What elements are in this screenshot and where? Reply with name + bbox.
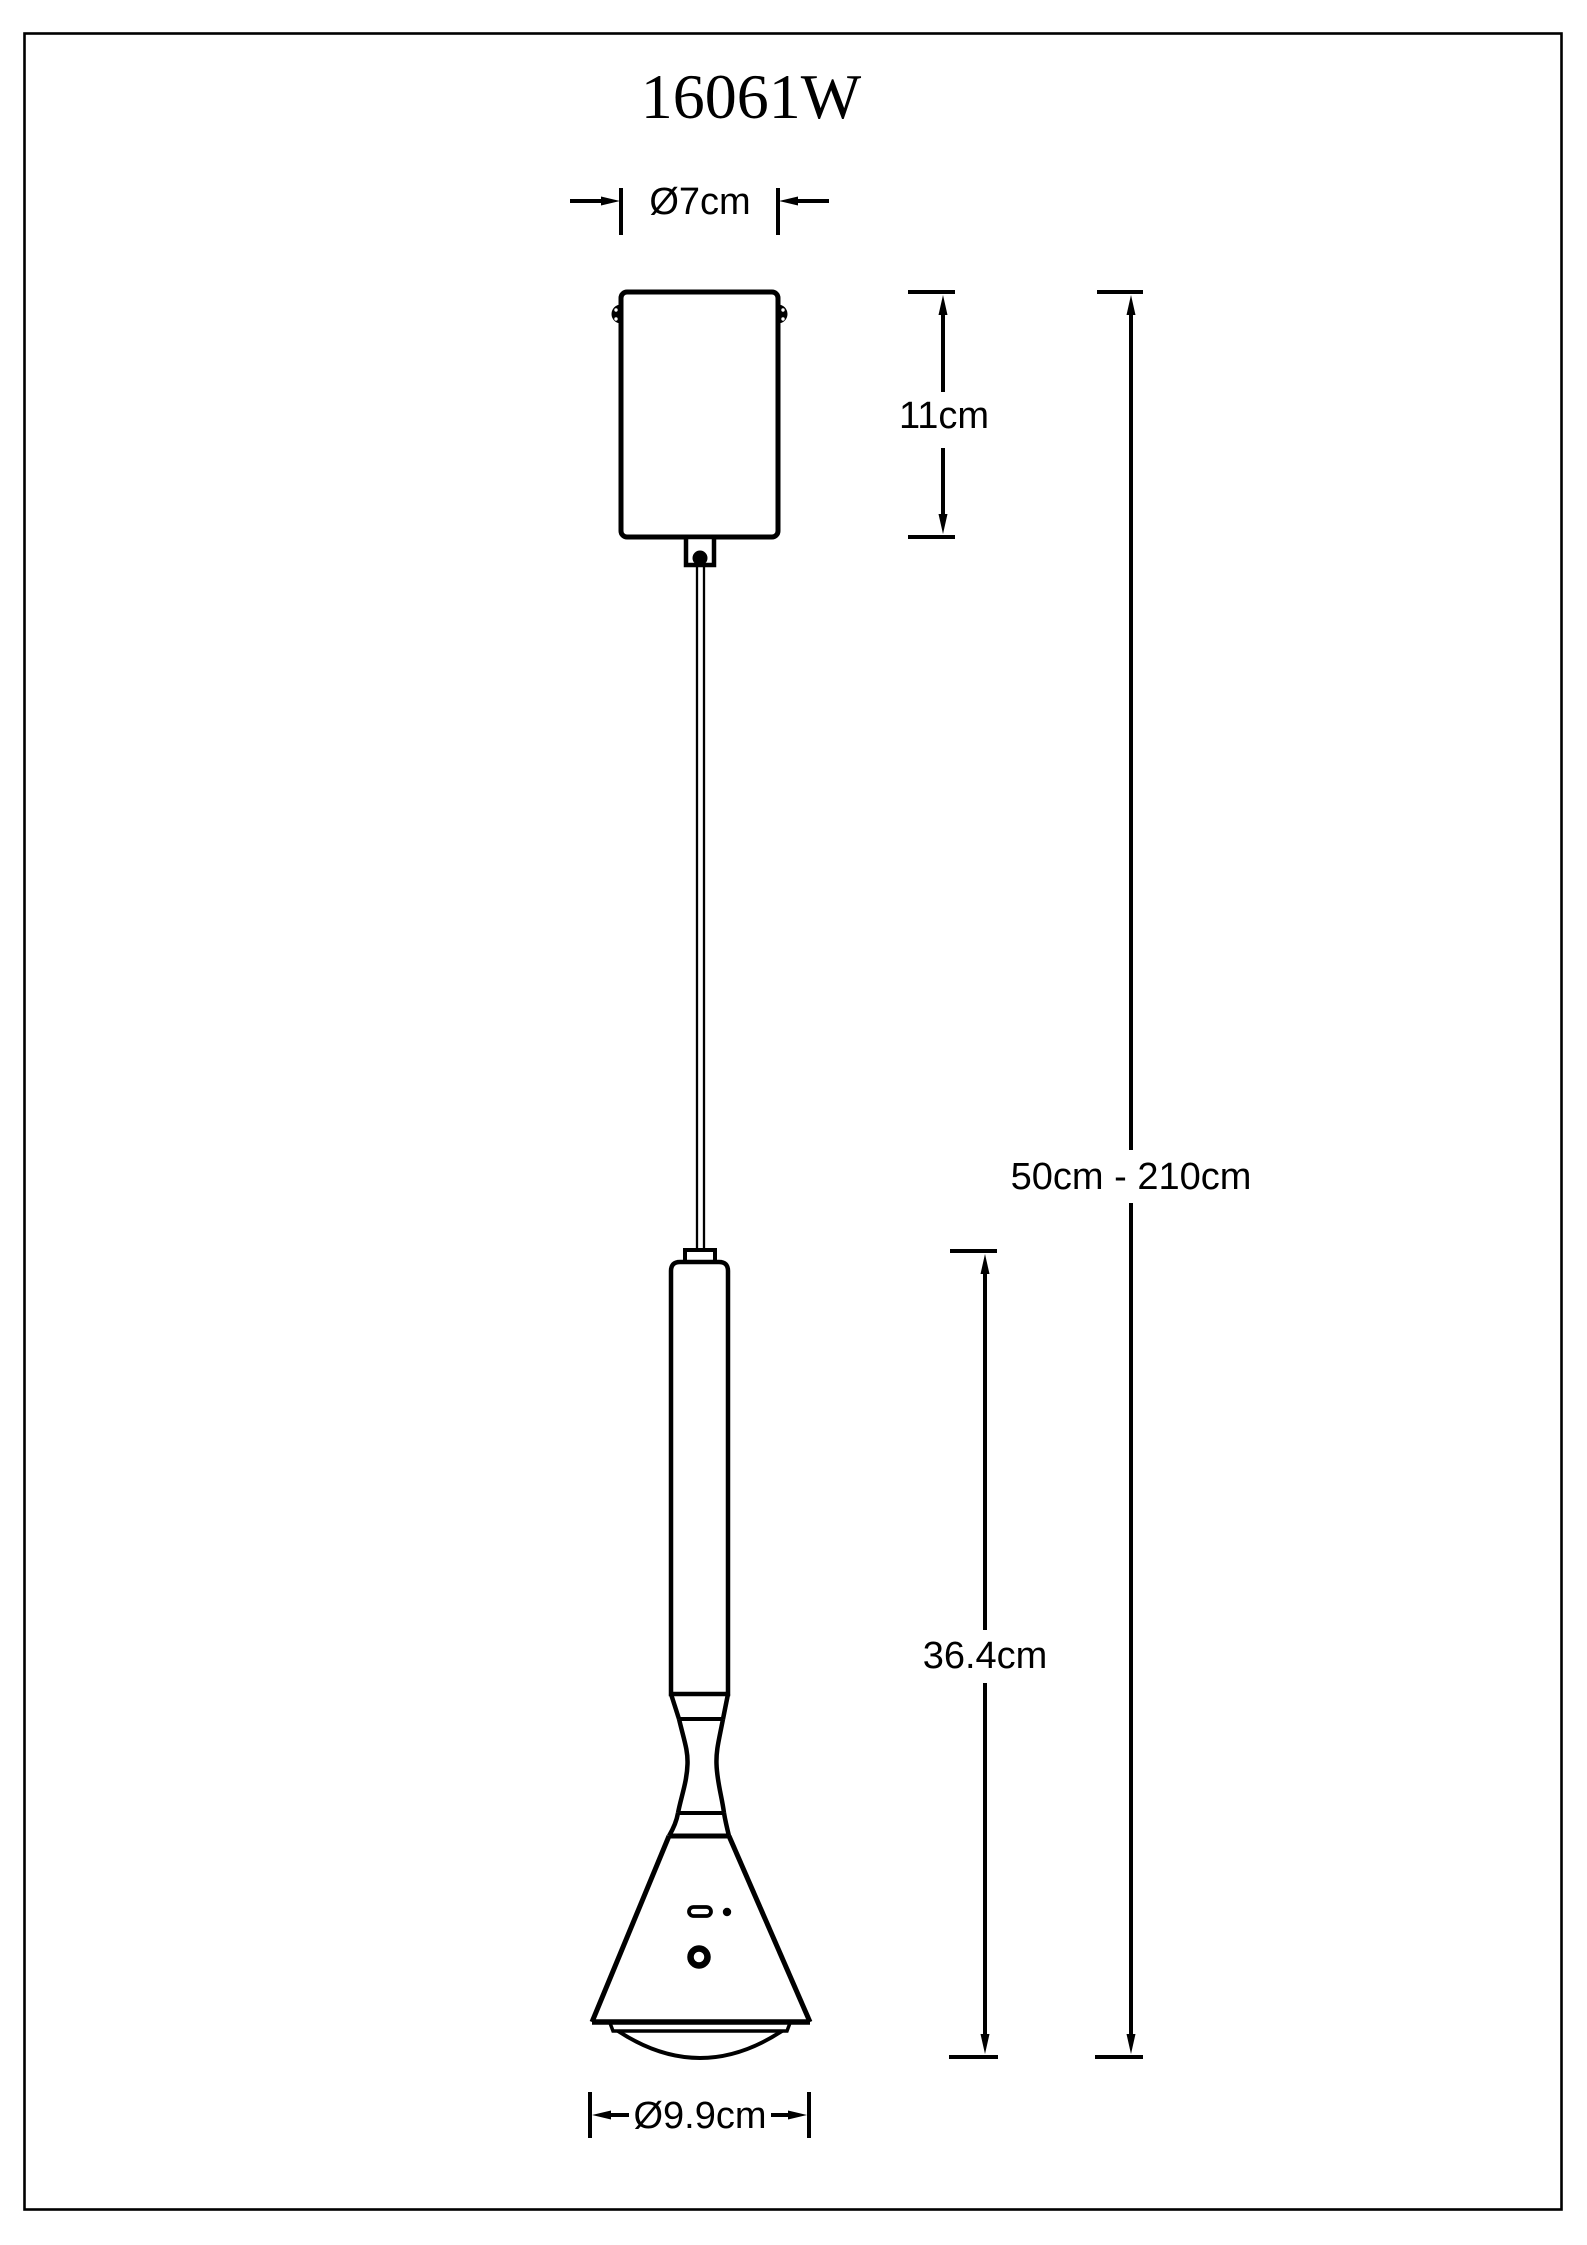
rod-neck-left <box>678 1719 688 1813</box>
cord-grip-dot <box>693 551 708 566</box>
ceiling-canopy <box>612 292 788 566</box>
dim-suspension-range <box>1011 292 1252 2057</box>
arrow-left-icon <box>779 197 798 206</box>
arrow-up-icon <box>939 295 948 315</box>
dim-shade-diameter <box>590 2092 809 2138</box>
switch-slot <box>689 1907 711 1916</box>
arrow-up-icon <box>981 1254 990 1274</box>
dim-canopy-diameter <box>570 181 829 235</box>
suspension-cord <box>697 563 704 1252</box>
pendant-body <box>669 1250 729 1836</box>
power-button <box>691 1949 708 1966</box>
shade-cone <box>592 1836 810 2058</box>
shade-diameter-label: Ø9.9cm <box>633 2095 767 2137</box>
canopy-body <box>621 292 778 537</box>
arrow-right-icon <box>788 2111 807 2120</box>
arrow-down-icon <box>981 2034 990 2054</box>
canopy-diameter-label: Ø7cm <box>649 181 751 223</box>
arrow-right-icon <box>601 197 620 206</box>
model-number-title: 16061W <box>640 61 862 132</box>
pendant-rod <box>671 1262 728 1694</box>
indicator-dot <box>723 1908 731 1916</box>
arrow-down-icon <box>1127 2034 1136 2054</box>
canopy-height-label: 11cm <box>898 395 990 437</box>
arrow-up-icon <box>1127 295 1136 315</box>
page-border <box>25 34 1562 2210</box>
suspension-range-label: 50cm - 210cm <box>1010 1156 1252 1198</box>
dim-canopy-height <box>899 292 989 537</box>
body-height-label: 36.4cm <box>922 1635 1048 1677</box>
rod-neck-right <box>716 1719 724 1813</box>
diffuser-lens <box>618 2031 782 2058</box>
arrow-down-icon <box>939 514 948 534</box>
arrow-left-icon <box>592 2111 611 2120</box>
dim-body-height <box>923 1251 1048 2057</box>
